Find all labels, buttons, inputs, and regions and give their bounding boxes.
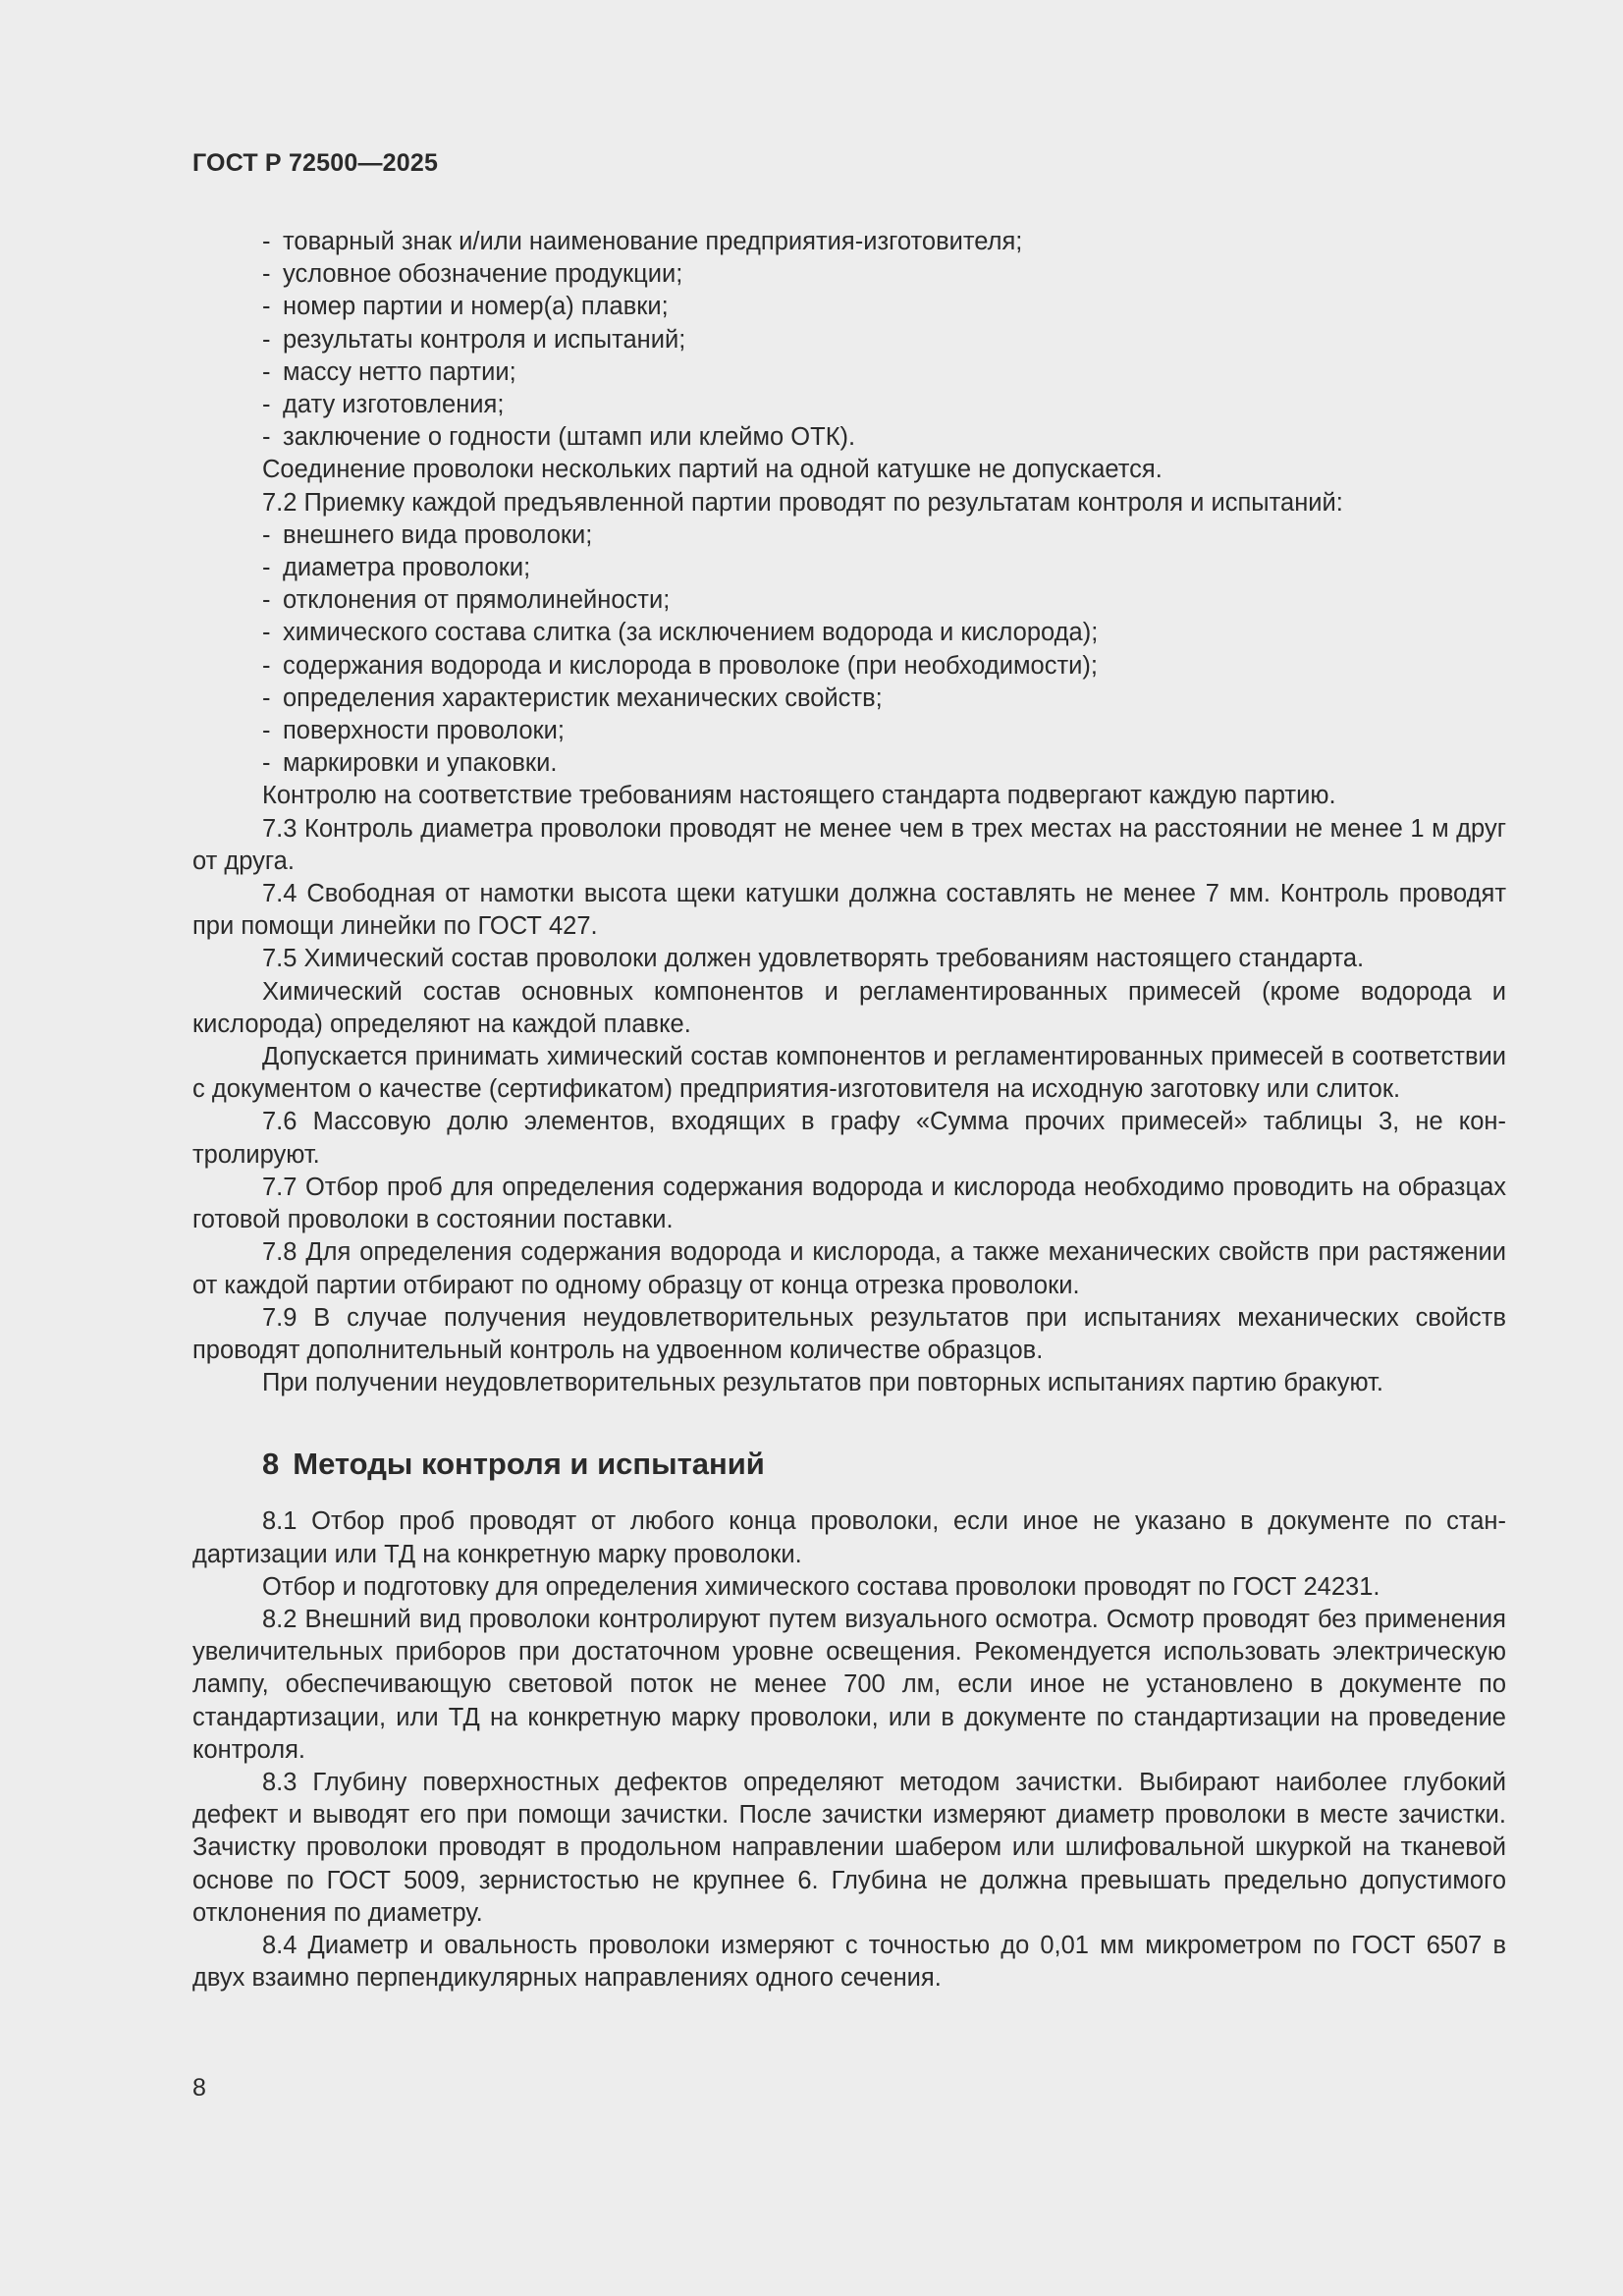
paragraph-8-3: 8.3 Глубину поверхностных дефектов определяют методом зачистки. Выбирают наиболее глубокий дефект и выводят его при помощи зачистки. После зачистки измеряют диаметр проволоки в месте зачистки. Зачистку проволоки проводят в продольном направлении шабером или шлифовальной шкуркой на тканевой основе по ГОСТ 5009, зернистостью не крупнее 6. Глубина не должна превышать предельно допустимого отклонения по диаметру.: [192, 1768, 1506, 1927]
list-item: - массу нетто партии;: [262, 357, 516, 386]
paragraph-join: Соединение проволоки нескольких партий на одной катушке не допускается.: [262, 456, 1163, 484]
list-item: - содержания водорода и кислорода в проволоке (при необходимости);: [262, 651, 1098, 680]
paragraph-7-8: 7.8 Для определения содержания водорода и кислорода, а также механических свойств при растяжении от каждой партии отбирают по одному образцу от конца отрезка проволоки.: [192, 1238, 1506, 1299]
paragraph-7-3: 7.3 Контроль диаметра проволоки проводят не менее чем в трех местах на расстоянии не менее 1 м друг от друга.: [192, 814, 1506, 875]
list-item: - номер партии и номер(а) плавки;: [262, 293, 669, 321]
paragraph-7-5-b: Химический состав основных компонентов и регламентированных примесей (кроме водорода и кислорода) определяют на каждой плавке.: [192, 977, 1506, 1038]
paragraph-7-4: 7.4 Свободная от намотки высота щеки катушки должна составлять не менее 7 мм. Контроль проводят при помощи линейки по ГОСТ 427.: [192, 880, 1506, 941]
paragraph-7-9-b: При получении неудовлетворительных результатов при повторных испытаниях партию бракуют.: [262, 1369, 1383, 1397]
section-heading-8: 8 Методы контроля и испытаний: [262, 1447, 765, 1482]
paragraph-7-2: 7.2 Приемку каждой предъявленной партии проводят по результатам контроля и испытаний:: [262, 488, 1343, 517]
page-number: 8: [192, 2074, 206, 2102]
list-item: - дату изготовления;: [262, 391, 505, 419]
paragraph-8-4: 8.4 Диаметр и овальность проволоки измеряют с точностью до 0,01 мм микрометром по ГОСТ 6507 в двух взаимно перпендикулярных направлениях одного сечения.: [192, 1931, 1506, 1993]
list-item: - внешнего вида проволоки;: [262, 520, 593, 549]
list-item: - заключение о годности (штамп или клеймо ОТК).: [262, 423, 856, 452]
list-item: - поверхности проволоки;: [262, 717, 565, 745]
list-item: - химического состава слитка (за исключением водорода и кислорода);: [262, 619, 1099, 647]
paragraph-7-7: 7.7 Отбор проб для определения содержания водорода и кислорода необходимо проводить на образцах готовой проволоки в состоянии поставки.: [192, 1173, 1506, 1234]
list-item: - условное обозначение продукции;: [262, 260, 683, 289]
paragraph-7-5: 7.5 Химический состав проволоки должен удовлетворять требованиям настоящего стандарта.: [262, 945, 1365, 973]
list-acceptance-checks: [192, 519, 1506, 781]
list-item: - диаметра проволоки;: [262, 554, 531, 582]
list-item: - результаты контроля и испытаний;: [262, 325, 686, 354]
paragraph-8-2: 8.2 Внешний вид проволоки контролируют путем визуального осмотра. Осмотр проводят без применения увеличительных приборов при достаточном уровне освещения. Рекомендуется использовать электрическую лампу, обеспечивающую световой поток не менее 700 лм, если иное не установлено в документе по стандартизации, или ТД на конкретную марку проволоки, или в документе по стандартизации на проведение контроля.: [192, 1605, 1506, 1764]
paragraph-7-6: 7.6 Массовую долю элементов, входящих в графу «Сумма прочих примесей» таблицы 3, не контролируют.: [192, 1108, 1506, 1169]
page-header-standard-code: ГОСТ Р 72500—2025: [192, 149, 439, 177]
paragraph-7-5-c: Допускается принимать химический состав компонентов и регламентированных примесей в соответствии с документом о качестве (сертификатом) предприятия-изготовителя на исходную заготовку или слиток.: [192, 1043, 1506, 1104]
list-item: - маркировки и упаковки.: [262, 749, 558, 778]
body-text: [192, 226, 1506, 1995]
list-item: - товарный знак и/или наименование предприятия-изготовителя;: [262, 228, 1023, 255]
paragraph-7-9: 7.9 В случае получения неудовлетворительных результатов при испытаниях механических свойств проводят дополнительный контроль на удвоенном количестве образцов.: [192, 1303, 1506, 1364]
paragraph-8-1: 8.1 Отбор проб проводят от любого конца проволоки, если иное не указано в документе по стандартизации или ТД на конкретную марку проволоки.: [192, 1507, 1506, 1568]
list-item: - определения характеристик механических свойств;: [262, 683, 883, 712]
list-item: - отклонения от прямолинейности;: [262, 586, 671, 615]
paragraph-control: Контролю на соответствие требованиям настоящего стандарта подвергают каждую партию.: [262, 782, 1336, 810]
list-shipping-doc: [192, 226, 1506, 454]
paragraph-8-1-b: Отбор и подготовку для определения химического состава проволоки проводят по ГОСТ 24231.: [262, 1572, 1380, 1601]
